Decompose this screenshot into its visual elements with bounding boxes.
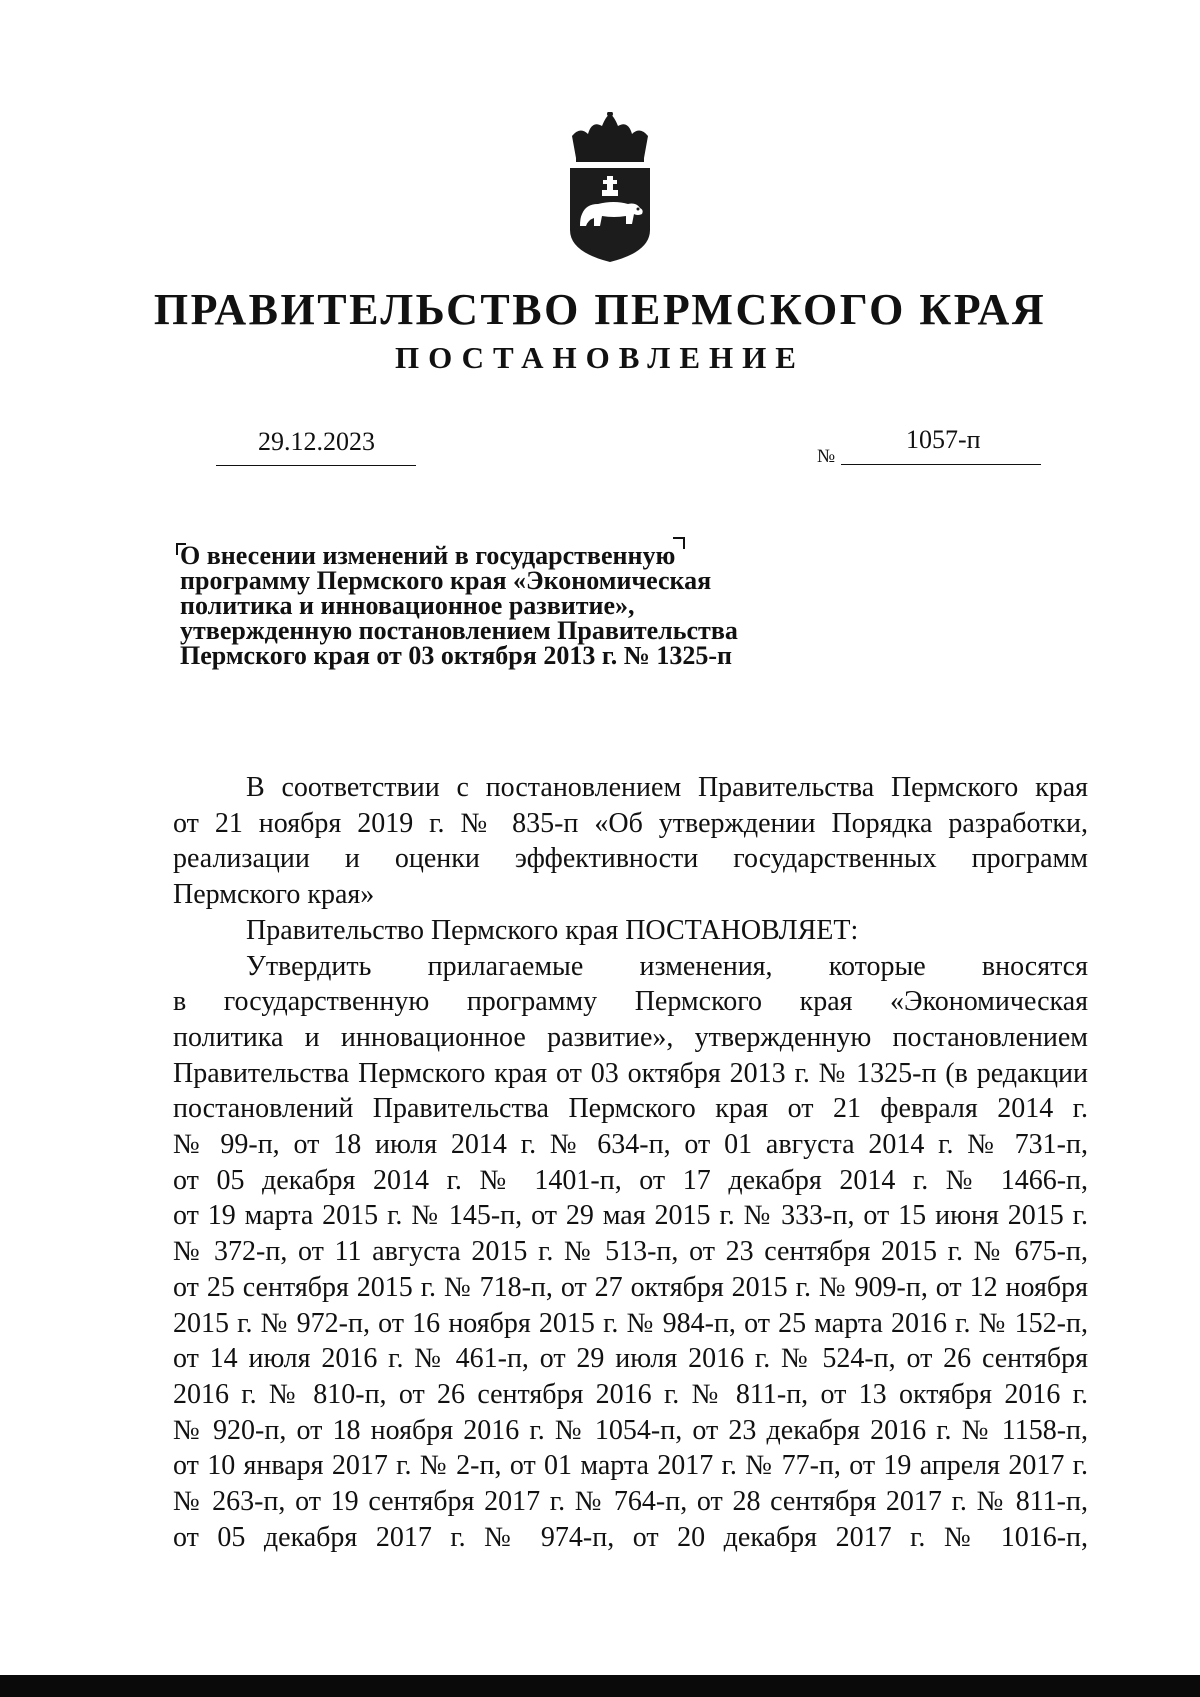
body-line: № 372-п, от 11 августа 2015 г. № 513-п, от 23 сентября 2015 г. № 675-п, (173, 1236, 1088, 1268)
body-line: постановлений Правительства Пермского края от 21 февраля 2014 г. (173, 1093, 1088, 1125)
body-line: В соответствии с постановлением Правительства Пермского края (246, 772, 1088, 803)
body-line: от 14 июля 2016 г. № 461-п, от 29 июля 2016 г. № 524-п, от 26 сентября (173, 1343, 1088, 1375)
body-line: политика и инновационное развитие», утвержденную постановлением (173, 1021, 1088, 1053)
number-sign: № (817, 446, 836, 467)
body-line: от 19 марта 2015 г. № 145-п, от 29 мая 2015 г. № 333-п, от 15 июня 2015 г. (173, 1200, 1088, 1232)
body-line: от 05 декабря 2014 г. № 1401-п, от 17 декабря 2014 г. № 1466-п, (173, 1164, 1088, 1196)
body-line: от 21 ноября 2019 г. № 835-п «Об утверждении Порядка разработки, (173, 807, 1088, 839)
document-type: ПОСТАНОВЛЕНИЕ (395, 340, 805, 375)
body-line: от 10 января 2017 г. № 2-п, от 01 марта 2017 г. № 77-п, от 19 апреля 2017 г. (173, 1450, 1088, 1482)
document-body (173, 770, 1088, 1555)
subject-line: политика и инновационное развитие», (180, 591, 635, 620)
scan-bottom-edge (0, 1675, 1200, 1697)
body-line: реализации и оценки эффективности государственных программ (173, 843, 1088, 875)
body-line: в государственную программу Пермского края «Экономическая (173, 986, 1088, 1018)
subject-line: утвержденную постановлением Правительства (180, 616, 738, 645)
government-title: ПРАВИТЕЛЬСТВО ПЕРМСКОГО КРАЯ (153, 285, 1047, 334)
document-date: 29.12.2023 (258, 427, 375, 456)
intro-paragraph (173, 770, 1088, 913)
date-underline (216, 465, 416, 466)
document-subject (180, 543, 820, 668)
subject-line: программу Пермского края «Экономическая (180, 566, 712, 595)
subject-line: О внесении изменений в государственную (180, 541, 676, 570)
body-line: № 920-п, от 18 ноября 2016 г. № 1054-п, от 23 декабря 2016 г. № 1158-п, (173, 1414, 1088, 1446)
body-line: от 05 декабря 2017 г. № 974-п, от 20 декабря 2017 г. № 1016-п, (173, 1521, 1088, 1553)
main-paragraph (173, 949, 1088, 1556)
body-line: № 263-п, от 19 сентября 2017 г. № 764-п, от 28 сентября 2017 г. № 811-п, (173, 1486, 1088, 1518)
resolves-paragraph: Правительство Пермского края ПОСТАНОВЛЯЕТ: (246, 914, 859, 946)
subject-line: Пермского края от 03 октября 2013 г. № 1325-п (180, 641, 732, 670)
body-line: Правительства Пермского края от 03 октября 2013 г. № 1325-п (в редакции (173, 1057, 1088, 1089)
body-line: 2016 г. № 810-п, от 26 сентября 2016 г. № 811-п, от 13 октября 2016 г. (173, 1378, 1088, 1410)
body-line: 2015 г. № 972-п, от 16 ноября 2015 г. № 984-п, от 25 марта 2016 г. № 152-п, (173, 1307, 1088, 1339)
body-line: от 25 сентября 2015 г. № 718-п, от 27 октября 2015 г. № 909-п, от 12 ноября (173, 1271, 1088, 1303)
perm-krai-coat-of-arms-icon (562, 112, 658, 264)
body-line: Утвердить прилагаемые изменения, которые вносятся (246, 950, 1088, 982)
body-line: № 99-п, от 18 июля 2014 г. № 634-п, от 01 августа 2014 г. № 731-п, (173, 1129, 1088, 1161)
number-underline (841, 464, 1041, 465)
body-line: Пермского края» (173, 879, 375, 911)
document-number: 1057-п (906, 425, 981, 454)
